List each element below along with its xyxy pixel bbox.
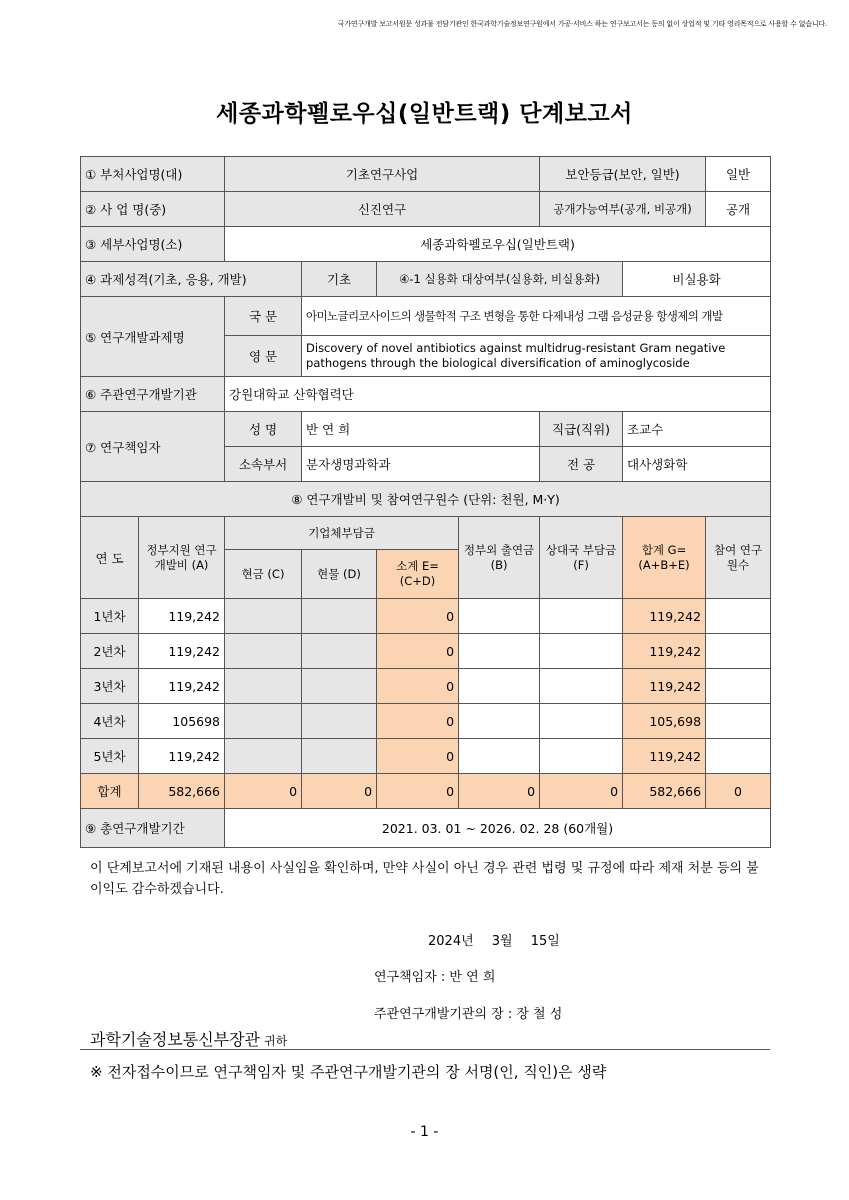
- cell-cash: [225, 669, 302, 704]
- sum-label: 합계: [81, 774, 139, 809]
- value-title-korean: 아미노글리코사이드의 생물학적 구조 변형을 통한 다제내성 그램 음성균용 항생제의 개발: [302, 297, 771, 336]
- report-date: 2024년 3월 15일: [428, 934, 560, 949]
- label-major: 전 공: [540, 447, 623, 482]
- cell-in-kind: [302, 669, 377, 704]
- sum-researchers: 0: [706, 774, 771, 809]
- cell-partner: [540, 634, 623, 669]
- sum-gov: 582,666: [139, 774, 225, 809]
- cell-gov: 105698: [139, 704, 225, 739]
- cell-gov: 119,242: [139, 599, 225, 634]
- report-info-table: [80, 156, 771, 848]
- cell-cash: [225, 739, 302, 774]
- value-commercialization: 비실용화: [623, 262, 771, 297]
- declaration-text: 이 단계보고서에 기재된 내용이 사실임을 확인하며, 만약 사실이 아닌 경우 관련 법령 및 규정에 따라 제재 처분 등의 불이익도 감수하겠습니다.: [90, 861, 759, 897]
- header-cash: 현금 (C): [225, 550, 302, 599]
- label-department: 소속부서: [225, 447, 302, 482]
- cell-subtotal: 0: [377, 669, 459, 704]
- cell-total: 105,698: [623, 704, 706, 739]
- report-title: 세종과학펠로우십(일반트랙) 단계보고서: [216, 101, 633, 127]
- cell-cash: [225, 704, 302, 739]
- cell-in-kind: [302, 704, 377, 739]
- info-row-2: [81, 192, 771, 227]
- budget-title: ⑧ 연구개발비 및 참여연구원수 (단위: 천원, M·Y): [81, 482, 771, 517]
- sum-in-kind: 0: [302, 774, 377, 809]
- usage-notice: 국가연구개발 보고서원문 성과물 전담기관인 한국과학기술정보연구원에서 가공·서비스 하는 연구보고서는 동의 없이 상업적 및 기타 영리목적으로 사용할 수 없습니다.: [337, 20, 827, 28]
- researcher-signature-line: 연구책임자 : 반 연 희: [374, 970, 496, 985]
- budget-row: [81, 739, 771, 774]
- cell-total: 119,242: [623, 739, 706, 774]
- sum-cash: 0: [225, 774, 302, 809]
- value-disclosure: 공개: [706, 192, 771, 227]
- cell-cash: [225, 599, 302, 634]
- cell-gov: 119,242: [139, 634, 225, 669]
- header-gov-funding: 정부지원 연구개발비 (A): [139, 517, 225, 599]
- label-host-institution: ⑥ 주관연구개발기관: [81, 377, 225, 412]
- header-subtotal: 소계 E=(C+D): [377, 550, 459, 599]
- budget-title-row: [81, 482, 771, 517]
- cell-total: 119,242: [623, 599, 706, 634]
- period-row: [81, 809, 771, 848]
- cell-nongov: [459, 669, 540, 704]
- label-title-korean: 국 문: [225, 297, 302, 336]
- header-researchers: 참여 연구원수: [706, 517, 771, 599]
- cell-subtotal: 0: [377, 704, 459, 739]
- cell-gov: 119,242: [139, 669, 225, 704]
- cell-cash: [225, 634, 302, 669]
- value-security-level: 일반: [706, 157, 771, 192]
- signature-remark: ※ 전자접수이므로 연구책임자 및 주관연구개발기관의 장 서명(인, 직인)은 생략: [90, 1063, 607, 1081]
- cell-nongov: [459, 704, 540, 739]
- cell-researchers: [706, 739, 771, 774]
- cell-year: 2년차: [81, 634, 139, 669]
- info-row-1: [81, 157, 771, 192]
- cell-partner: [540, 739, 623, 774]
- cell-nongov: [459, 634, 540, 669]
- sum-partner: 0: [540, 774, 623, 809]
- header-corporate-share: 기업체부담금: [225, 517, 459, 550]
- cell-nongov: [459, 599, 540, 634]
- value-name: 반 연 희: [302, 412, 540, 447]
- cell-researchers: [706, 599, 771, 634]
- label-program: ② 사 업 명(중): [81, 192, 225, 227]
- label-title-english: 영 문: [225, 336, 302, 377]
- label-ministry-program: ① 부처사업명(대): [81, 157, 225, 192]
- cell-year: 3년차: [81, 669, 139, 704]
- value-rank: 조교수: [623, 412, 771, 447]
- value-program: 신진연구: [225, 192, 540, 227]
- cell-year: 4년차: [81, 704, 139, 739]
- budget-row: [81, 634, 771, 669]
- budget-row: [81, 599, 771, 634]
- value-sub-program: 세종과학펠로우십(일반트랙): [225, 227, 771, 262]
- cell-partner: [540, 599, 623, 634]
- budget-row: [81, 704, 771, 739]
- label-sub-program: ③ 세부사업명(소): [81, 227, 225, 262]
- cell-year: 1년차: [81, 599, 139, 634]
- cell-year: 5년차: [81, 739, 139, 774]
- cell-subtotal: 0: [377, 739, 459, 774]
- value-total-period: 2021. 03. 01 ~ 2026. 02. 28 (60개월): [225, 809, 771, 848]
- sum-nongov: 0: [459, 774, 540, 809]
- budget-row: [81, 669, 771, 704]
- cell-nongov: [459, 739, 540, 774]
- info-row-4: [81, 262, 771, 297]
- label-commercialization: ④-1 실용화 대상여부(실용화, 비실용화): [377, 262, 623, 297]
- cell-researchers: [706, 669, 771, 704]
- value-ministry-program: 기초연구사업: [225, 157, 540, 192]
- cell-partner: [540, 669, 623, 704]
- header-nongov-funding: 정부외 출연금 (B): [459, 517, 540, 599]
- value-major: 대사생화학: [623, 447, 771, 482]
- cell-in-kind: [302, 739, 377, 774]
- addressee: [90, 1027, 287, 1050]
- value-title-english: Discovery of novel antibiotics against multidrug-resistant Gram negative pathogens through the biological diversification of aminoglycoside: [302, 336, 771, 377]
- budget-sum-row: [81, 774, 771, 809]
- cell-subtotal: 0: [377, 599, 459, 634]
- value-department: 분자생명과학과: [302, 447, 540, 482]
- addressee-honorific: 귀하: [264, 1034, 288, 1048]
- header-total: 합계 G=(A+B+E): [623, 517, 706, 599]
- cell-total: 119,242: [623, 634, 706, 669]
- info-row-7a: [81, 412, 771, 447]
- sum-total: 582,666: [623, 774, 706, 809]
- info-row-5a: [81, 297, 771, 336]
- info-row-6: [81, 377, 771, 412]
- cell-subtotal: 0: [377, 634, 459, 669]
- cell-researchers: [706, 634, 771, 669]
- label-total-period: ⑨ 총연구개발기간: [81, 809, 225, 848]
- cell-gov: 119,242: [139, 739, 225, 774]
- label-principal-investigator: ⑦ 연구책임자: [81, 412, 225, 482]
- label-security-level: 보안등급(보안, 일반): [540, 157, 706, 192]
- label-rank: 직급(직위): [540, 412, 623, 447]
- institution-head-line: 주관연구개발기관의 장 : 장 철 성: [374, 1007, 563, 1022]
- addressee-name: 과학기술정보통신부장관: [90, 1030, 261, 1049]
- header-partner-share: 상대국 부담금 (F): [540, 517, 623, 599]
- value-project-nature: 기초: [302, 262, 377, 297]
- label-project-title: ⑤ 연구개발과제명: [81, 297, 225, 377]
- label-name: 성 명: [225, 412, 302, 447]
- sum-subtotal: 0: [377, 774, 459, 809]
- page-number: - 1 -: [410, 1124, 439, 1140]
- cell-in-kind: [302, 599, 377, 634]
- label-project-nature: ④ 과제성격(기초, 응용, 개발): [81, 262, 302, 297]
- header-year: 연 도: [81, 517, 139, 599]
- header-in-kind: 현물 (D): [302, 550, 377, 599]
- label-disclosure: 공개가능여부(공개, 비공개): [540, 192, 706, 227]
- divider: [80, 1049, 770, 1050]
- cell-total: 119,242: [623, 669, 706, 704]
- value-host-institution: 강원대학교 산학협력단: [225, 377, 771, 412]
- info-row-3: [81, 227, 771, 262]
- cell-partner: [540, 704, 623, 739]
- cell-researchers: [706, 704, 771, 739]
- budget-header-row-1: [81, 517, 771, 550]
- cell-in-kind: [302, 634, 377, 669]
